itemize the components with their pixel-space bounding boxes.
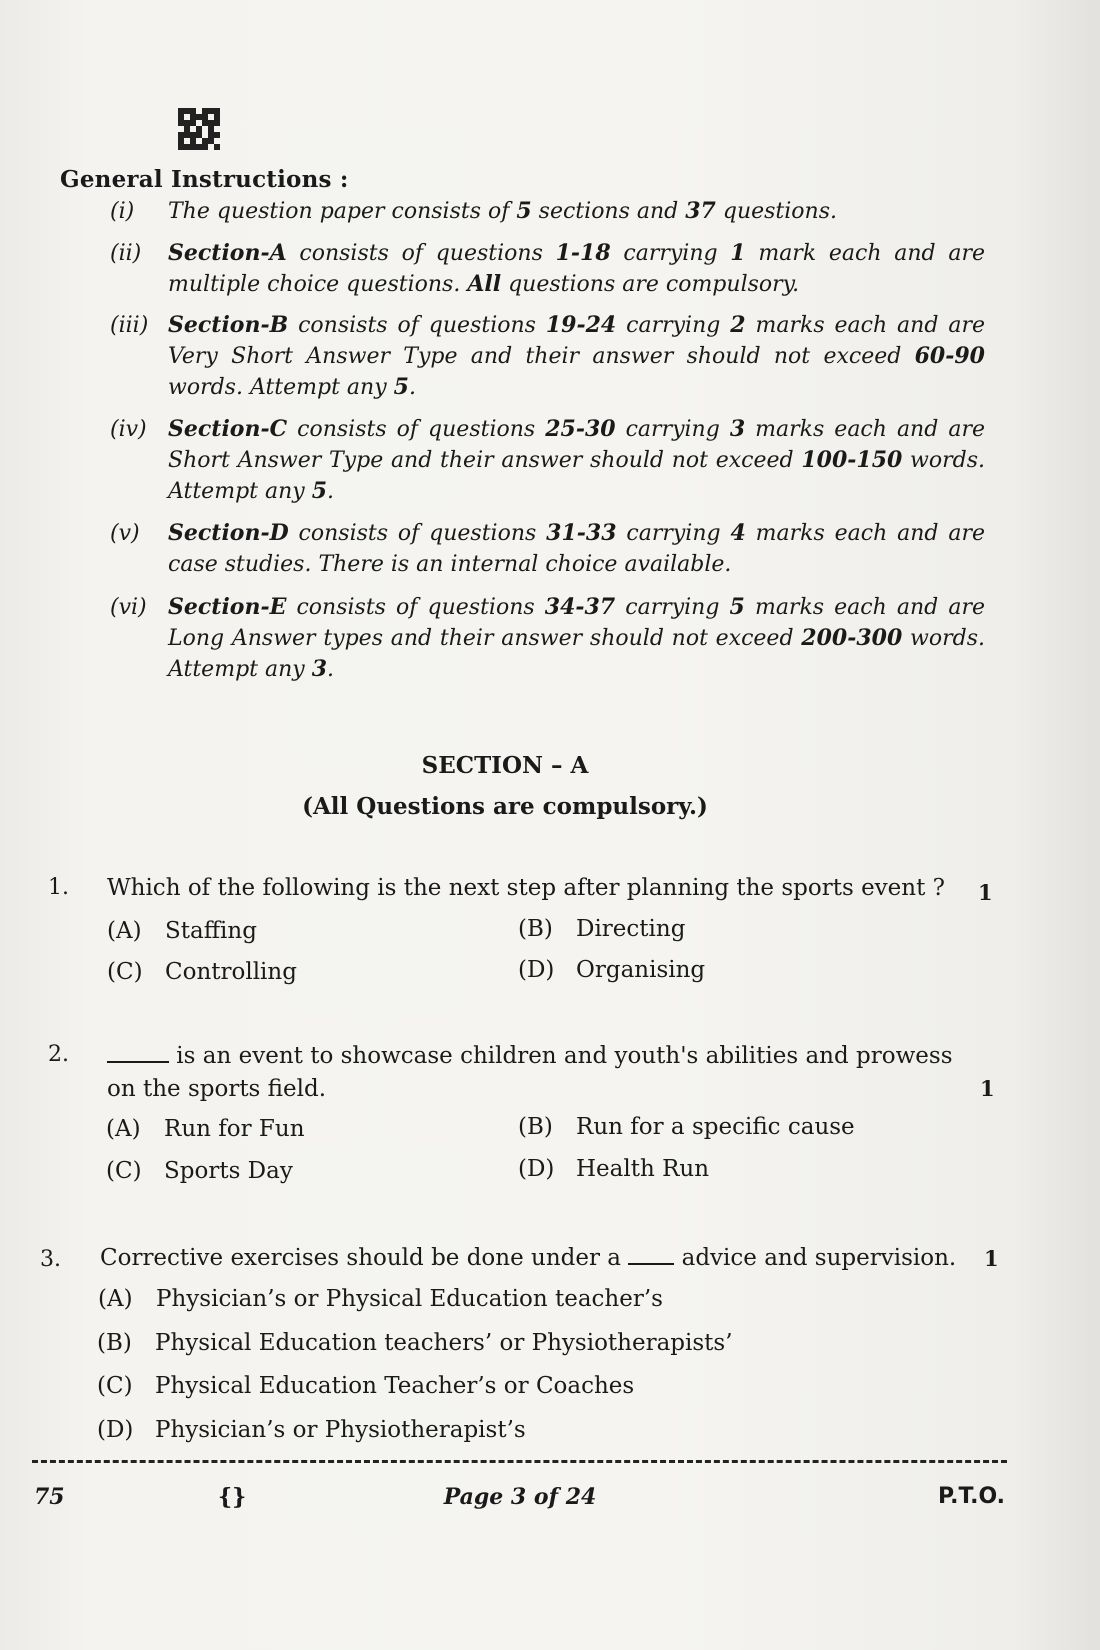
option-c: (C) Sports Day	[106, 1158, 293, 1184]
question-text-line2: on the sports field.	[107, 1076, 327, 1102]
option-b: (B) Run for a specific cause	[518, 1114, 855, 1140]
instruction-text: Section-A consists of questions 1-18 carrying 1 mark each and are multiple choice questions. All questions are compulsory.	[168, 240, 985, 297]
instruction-number: (vi)	[110, 595, 147, 620]
instruction-item	[110, 414, 985, 507]
general-instructions-title: General Instructions :	[60, 166, 349, 193]
instruction-number: (i)	[110, 199, 135, 224]
instruction-text: Section-C consists of questions 25-30 carrying 3 marks each and are Short Answer Type and their answer should not exceed 100-150 words. Attempt any 5.	[168, 416, 985, 504]
question-number: 3.	[40, 1247, 61, 1272]
option-d: (D) Organising	[518, 957, 706, 983]
question-text: Corrective exercises should be done under a advice and supervision.	[100, 1245, 957, 1271]
option-a: (A) Run for Fun	[106, 1116, 305, 1142]
question-marks: 1	[984, 1246, 999, 1271]
option-d: (D) Health Run	[518, 1156, 710, 1182]
instruction-number: (ii)	[110, 241, 142, 266]
option-b: (B) Directing	[518, 916, 686, 942]
instruction-item	[110, 310, 985, 403]
pto-label: P.T.O.	[938, 1484, 1006, 1509]
instruction-text: The question paper consists of 5 sections and 37 questions.	[168, 198, 838, 224]
question-text: Which of the following is the next step after planning the sports event ?	[107, 875, 945, 901]
section-title: SECTION – A	[421, 752, 589, 779]
instruction-text: Section-B consists of questions 19-24 carrying 2 marks each and are Very Short Answer Type and their answer should not exceed 60-90 words. Attempt any 5.	[168, 312, 985, 400]
instruction-number: (iv)	[110, 417, 147, 442]
paper-code: 75	[34, 1484, 65, 1510]
instruction-number: (iii)	[110, 313, 149, 338]
option-d: (D) Physician’s or Physiotherapist’s	[97, 1417, 526, 1443]
instruction-item	[110, 238, 985, 300]
question-number: 2.	[48, 1042, 69, 1067]
option-c: (C) Controlling	[107, 959, 297, 985]
answer-blank	[107, 1041, 169, 1063]
qr-code-icon	[178, 108, 220, 152]
footer-divider	[32, 1460, 1007, 1463]
page-number: Page 3 of 24	[443, 1484, 597, 1510]
instruction-item	[110, 518, 985, 580]
instruction-item	[110, 196, 985, 227]
option-c: (C) Physical Education Teacher’s or Coaches	[97, 1373, 635, 1399]
option-a: (A) Staffing	[107, 918, 257, 944]
section-subtitle: (All Questions are compulsory.)	[302, 793, 708, 820]
braces-mark: {}	[218, 1484, 247, 1510]
instruction-text: Section-E consists of questions 34-37 carrying 5 marks each and are Long Answer types and their answer should not exceed 200-300 words. Attempt any 3.	[168, 594, 985, 682]
option-b: (B) Physical Education teachers’ or Physiotherapists’	[97, 1330, 733, 1356]
question-text: is an event to showcase children and youth's abilities and prowess	[107, 1040, 953, 1072]
question-number: 1.	[48, 875, 69, 900]
question-marks: 1	[978, 880, 993, 905]
option-a: (A) Physician’s or Physical Education teacher’s	[98, 1286, 663, 1312]
instruction-number: (v)	[110, 521, 140, 546]
answer-blank	[628, 1243, 674, 1265]
instruction-text: Section-D consists of questions 31-33 carrying 4 marks each and are case studies. There is an internal choice available.	[168, 520, 985, 577]
question-marks: 1	[980, 1076, 995, 1101]
instruction-item	[110, 592, 985, 685]
